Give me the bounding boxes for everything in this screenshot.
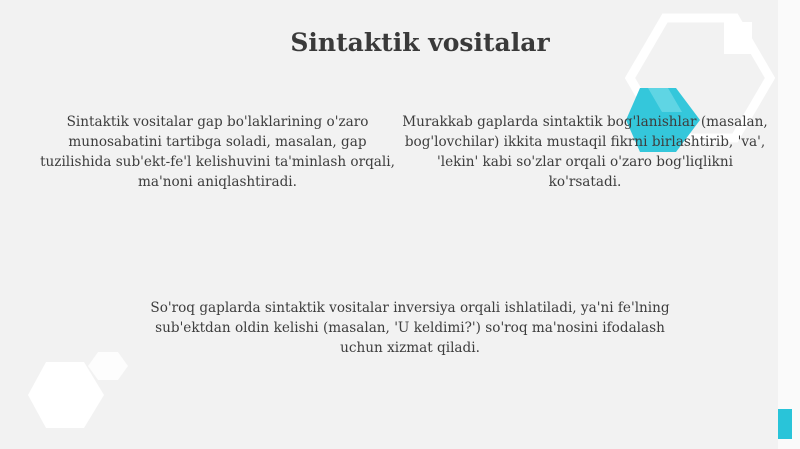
right-text-block: Murakkab gaplarda sintaktik bog'lanishlar (masalan, bog'lovchilar) ikkita mustaqil fikrni birlashtirib, 'va', 'lekin' kabi so'zlar orqali o'zaro bog'liqlikni ko'rsatadi. [402,114,768,190]
hexagon-bottom-left-small [88,352,128,380]
right-edge-bar [778,0,800,449]
left-text-block: Sintaktik vositalar gap bo'laklarining o'zaro munosabatini tartibga soladi, masalan, gap tuzilishida sub'ekt-fe'l kelishuvini ta'minlash orqali, ma'noni aniqlashtiradi. [40,114,395,190]
slide-title: Sintaktik vositalar [290,28,550,57]
scroll-tab[interactable] [778,409,792,439]
bottom-text-block: So'roq gaplarda sintaktik vositalar inversiya orqali ishlatiladi, ya'ni fe'lning sub'ektdan oldin kelishi (masalan, 'U keldimi?') so'roq ma'nosini ifodalash uchun xizmat qiladi. [150,300,670,356]
